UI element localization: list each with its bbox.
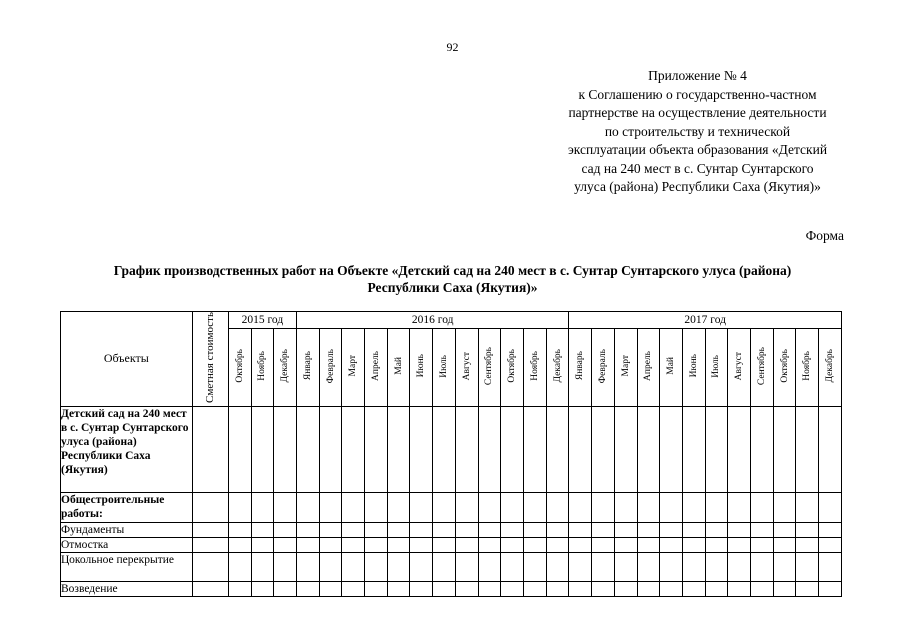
month-label: Май	[393, 357, 404, 375]
schedule-cell	[455, 492, 478, 522]
schedule-cell	[342, 492, 365, 522]
month-label: Октябрь	[234, 349, 245, 383]
schedule-cell	[614, 522, 637, 537]
month-label: Апрель	[643, 350, 654, 381]
table-row	[61, 537, 842, 552]
schedule-cell	[296, 581, 319, 596]
month-header-2017-8	[728, 328, 751, 406]
schedule-cell	[592, 522, 615, 537]
schedule-cell	[455, 522, 478, 537]
schedule-cell	[319, 522, 342, 537]
schedule-cell	[274, 581, 297, 596]
appendix-line: улуса (района) Республики Саха (Якутия)»	[574, 179, 821, 194]
schedule-cell	[296, 522, 319, 537]
schedule-cell	[455, 581, 478, 596]
schedule-cell	[228, 537, 251, 552]
schedule-cell	[614, 581, 637, 596]
schedule-cell	[478, 552, 501, 581]
month-label: Октябрь	[507, 349, 518, 383]
schedule-cell	[796, 492, 819, 522]
schedule-cell	[569, 406, 592, 492]
schedule-cell	[705, 552, 728, 581]
appendix-header	[545, 67, 850, 197]
cost-cell	[192, 552, 228, 581]
schedule-cell	[592, 492, 615, 522]
schedule-cell	[728, 552, 751, 581]
schedule-cell	[433, 492, 456, 522]
schedule-cell	[751, 581, 774, 596]
month-header-2017-1	[569, 328, 592, 406]
schedule-cell	[728, 581, 751, 596]
schedule-cell	[705, 537, 728, 552]
schedule-cell	[251, 492, 274, 522]
schedule-cell	[637, 537, 660, 552]
schedule-cell	[410, 522, 433, 537]
schedule-cell	[387, 581, 410, 596]
schedule-cell	[819, 522, 842, 537]
cost-header	[192, 312, 228, 407]
year-header-2015: 2015 год	[228, 312, 296, 329]
schedule-cell	[773, 522, 796, 537]
schedule-cell	[387, 522, 410, 537]
schedule-cell	[410, 492, 433, 522]
table-row	[61, 552, 842, 581]
schedule-cell	[433, 552, 456, 581]
appendix-line: к Соглашению о государственно-частном	[578, 86, 817, 102]
schedule-cell	[319, 406, 342, 492]
schedule-cell	[819, 406, 842, 492]
month-label: Март	[620, 355, 631, 377]
schedule-cell	[614, 492, 637, 522]
row-label: Детский сад на 240 мест в с. Сунтар Сунтарского улуса (района) Республики Саха (Якутия)	[61, 406, 193, 492]
title-line: График производственных работ на Объекте «Детский сад на 240 мест в с. Сунтар Сунтарского улуса (района)	[113, 263, 792, 278]
schedule-cell	[682, 537, 705, 552]
schedule-cell	[546, 406, 569, 492]
schedule-cell	[682, 406, 705, 492]
month-label: Октябрь	[779, 349, 790, 383]
schedule-cell	[705, 581, 728, 596]
schedule-cell	[296, 537, 319, 552]
schedule-cell	[523, 581, 546, 596]
cost-cell	[192, 522, 228, 537]
month-header-2016-9	[478, 328, 501, 406]
month-label: Июнь	[688, 354, 699, 378]
appendix-line: Приложение № 4	[648, 68, 747, 83]
schedule-cell	[773, 492, 796, 522]
month-header-2017-7	[705, 328, 728, 406]
schedule-cell	[728, 537, 751, 552]
row-label: Отмостка	[61, 537, 193, 552]
schedule-cell	[455, 406, 478, 492]
month-header-2017-3	[614, 328, 637, 406]
schedule-cell	[751, 406, 774, 492]
schedule-cell	[342, 581, 365, 596]
schedule-cell	[796, 406, 819, 492]
schedule-cell	[819, 552, 842, 581]
month-header-2015-1	[228, 328, 251, 406]
schedule-cell	[478, 537, 501, 552]
schedule-cell	[592, 537, 615, 552]
schedule-cell	[523, 492, 546, 522]
schedule-cell	[592, 406, 615, 492]
schedule-cell	[228, 492, 251, 522]
year-header-2017: 2017 год	[569, 312, 842, 329]
schedule-cell	[682, 581, 705, 596]
schedule-cell	[342, 522, 365, 537]
schedule-cell	[410, 537, 433, 552]
schedule-cell	[660, 537, 683, 552]
document-title	[60, 262, 845, 296]
schedule-cell	[501, 552, 524, 581]
schedule-cell	[751, 492, 774, 522]
month-label: Декабрь	[552, 349, 563, 383]
schedule-cell	[319, 552, 342, 581]
schedule-cell	[614, 406, 637, 492]
schedule-cell	[751, 552, 774, 581]
schedule-cell	[342, 406, 365, 492]
schedule-cell	[523, 406, 546, 492]
schedule-cell	[523, 552, 546, 581]
month-label: Ноябрь	[529, 351, 540, 381]
schedule-cell	[660, 492, 683, 522]
month-header-2016-11	[523, 328, 546, 406]
month-header-2017-6	[682, 328, 705, 406]
schedule-cell	[251, 406, 274, 492]
schedule-cell	[796, 522, 819, 537]
schedule-cell	[682, 522, 705, 537]
month-header-2017-11	[796, 328, 819, 406]
schedule-cell	[228, 522, 251, 537]
schedule-cell	[478, 522, 501, 537]
schedule-cell	[614, 537, 637, 552]
month-label: Сентябрь	[756, 346, 767, 385]
schedule-cell	[751, 537, 774, 552]
schedule-cell	[365, 552, 388, 581]
schedule-cell	[637, 406, 660, 492]
schedule-cell	[274, 406, 297, 492]
schedule-cell	[296, 552, 319, 581]
schedule-cell	[433, 406, 456, 492]
schedule-cell	[773, 581, 796, 596]
month-label: Март	[348, 355, 359, 377]
page-number: 92	[446, 40, 459, 54]
schedule-cell	[387, 537, 410, 552]
table-row	[61, 492, 842, 522]
schedule-cell	[569, 552, 592, 581]
schedule-cell	[251, 581, 274, 596]
cost-cell	[192, 537, 228, 552]
schedule-cell	[637, 492, 660, 522]
month-label: Февраль	[597, 348, 608, 384]
schedule-cell	[751, 522, 774, 537]
schedule-cell	[705, 522, 728, 537]
appendix-line: по строительству и технической	[604, 123, 791, 139]
appendix-line: сад на 240 мест в с. Сунтар Сунтарского	[581, 160, 814, 176]
schedule-cell	[274, 537, 297, 552]
schedule-cell	[478, 581, 501, 596]
schedule-cell	[614, 552, 637, 581]
schedule-cell	[365, 581, 388, 596]
month-label: Январь	[302, 351, 313, 381]
schedule-cell	[274, 552, 297, 581]
appendix-line: партнерстве на осуществление деятельности	[568, 105, 827, 120]
month-header-2017-4	[637, 328, 660, 406]
month-label: Январь	[575, 351, 586, 381]
schedule-cell	[546, 552, 569, 581]
schedule-cell	[433, 581, 456, 596]
schedule-cell	[569, 581, 592, 596]
form-label: Форма	[805, 228, 844, 243]
month-header-2016-4	[365, 328, 388, 406]
schedule-cell	[546, 492, 569, 522]
schedule-cell	[296, 406, 319, 492]
schedule-cell	[682, 492, 705, 522]
schedule-cell	[251, 522, 274, 537]
schedule-cell	[682, 552, 705, 581]
schedule-cell	[501, 537, 524, 552]
month-header-2016-8	[455, 328, 478, 406]
schedule-cell	[365, 537, 388, 552]
month-label: Август	[461, 351, 472, 381]
month-header-2016-2	[319, 328, 342, 406]
schedule-cell	[523, 522, 546, 537]
month-header-2016-1	[296, 328, 319, 406]
schedule-cell	[410, 406, 433, 492]
schedule-cell	[660, 522, 683, 537]
title-line: Республики Саха (Якутия)»	[367, 280, 538, 295]
month-label: Ноябрь	[257, 351, 268, 381]
cost-cell	[192, 492, 228, 522]
schedule-table	[60, 311, 842, 597]
month-header-2017-5	[660, 328, 683, 406]
schedule-cell	[501, 522, 524, 537]
month-header-2015-2	[251, 328, 274, 406]
month-label: Декабрь	[825, 349, 836, 383]
schedule-cell	[773, 537, 796, 552]
schedule-cell	[387, 406, 410, 492]
month-label: Ноябрь	[802, 351, 813, 381]
schedule-cell	[637, 552, 660, 581]
schedule-cell	[251, 552, 274, 581]
row-label: Фундаменты	[61, 522, 193, 537]
schedule-cell	[592, 581, 615, 596]
month-header-2016-10	[501, 328, 524, 406]
schedule-cell	[546, 537, 569, 552]
schedule-cell	[387, 552, 410, 581]
schedule-cell	[705, 406, 728, 492]
schedule-cell	[546, 581, 569, 596]
schedule-cell	[478, 492, 501, 522]
month-label: Июль	[711, 354, 722, 378]
month-header-2015-3	[274, 328, 297, 406]
schedule-cell	[569, 537, 592, 552]
month-header-2016-3	[342, 328, 365, 406]
month-header-2016-7	[433, 328, 456, 406]
schedule-cell	[228, 552, 251, 581]
schedule-cell	[455, 537, 478, 552]
month-label: Февраль	[325, 348, 336, 384]
cost-cell	[192, 581, 228, 596]
month-label: Май	[666, 357, 677, 375]
schedule-cell	[773, 406, 796, 492]
schedule-cell	[660, 406, 683, 492]
schedule-cell	[274, 522, 297, 537]
schedule-cell	[410, 581, 433, 596]
schedule-cell	[342, 552, 365, 581]
month-header-2016-5	[387, 328, 410, 406]
schedule-cell	[501, 581, 524, 596]
appendix-line: эксплуатации объекта образования «Детский	[567, 142, 828, 157]
schedule-cell	[296, 492, 319, 522]
schedule-cell	[319, 537, 342, 552]
month-header-2016-12	[546, 328, 569, 406]
schedule-cell	[705, 492, 728, 522]
table-row	[61, 581, 842, 596]
schedule-cell	[365, 522, 388, 537]
schedule-cell	[251, 537, 274, 552]
table-row	[61, 522, 842, 537]
month-label: Июль	[439, 354, 450, 378]
schedule-cell	[319, 581, 342, 596]
table-row	[61, 406, 842, 492]
row-label: Возведение	[61, 581, 193, 596]
month-header-2017-9	[751, 328, 774, 406]
schedule-cell	[523, 537, 546, 552]
schedule-cell	[410, 552, 433, 581]
schedule-cell	[319, 492, 342, 522]
schedule-cell	[637, 581, 660, 596]
month-label: Июнь	[416, 354, 427, 378]
schedule-cell	[819, 492, 842, 522]
schedule-cell	[796, 537, 819, 552]
schedule-cell	[433, 522, 456, 537]
schedule-cell	[501, 492, 524, 522]
schedule-cell	[819, 581, 842, 596]
schedule-body	[61, 406, 842, 596]
month-label: Декабрь	[280, 349, 291, 383]
schedule-cell	[433, 537, 456, 552]
row-label: Цокольное перекрытие	[61, 552, 193, 581]
schedule-cell	[637, 522, 660, 537]
schedule-cell	[660, 581, 683, 596]
schedule-cell	[365, 492, 388, 522]
schedule-cell	[274, 492, 297, 522]
schedule-cell	[819, 537, 842, 552]
row-label: Общестроительные работы:	[61, 492, 193, 522]
schedule-cell	[365, 406, 388, 492]
year-header-row	[61, 312, 842, 329]
schedule-cell	[569, 492, 592, 522]
schedule-cell	[728, 406, 751, 492]
schedule-cell	[592, 552, 615, 581]
objects-header: Объекты	[61, 312, 193, 407]
cost-cell	[192, 406, 228, 492]
schedule-cell	[478, 406, 501, 492]
schedule-cell	[387, 492, 410, 522]
schedule-cell	[773, 552, 796, 581]
schedule-cell	[501, 406, 524, 492]
cost-header-label: Сметная стоимость	[203, 312, 216, 403]
schedule-cell	[569, 522, 592, 537]
month-label: Август	[734, 351, 745, 381]
month-label: Сентябрь	[484, 346, 495, 385]
year-header-2016: 2016 год	[296, 312, 568, 329]
schedule-cell	[796, 581, 819, 596]
month-header-2017-12	[819, 328, 842, 406]
month-header-2017-10	[773, 328, 796, 406]
month-header-2017-2	[592, 328, 615, 406]
schedule-cell	[728, 522, 751, 537]
schedule-cell	[455, 552, 478, 581]
schedule-cell	[342, 537, 365, 552]
schedule-cell	[228, 406, 251, 492]
month-header-2016-6	[410, 328, 433, 406]
schedule-cell	[546, 522, 569, 537]
month-label: Апрель	[370, 350, 381, 381]
schedule-cell	[228, 581, 251, 596]
schedule-cell	[728, 492, 751, 522]
schedule-cell	[660, 552, 683, 581]
schedule-cell	[796, 552, 819, 581]
